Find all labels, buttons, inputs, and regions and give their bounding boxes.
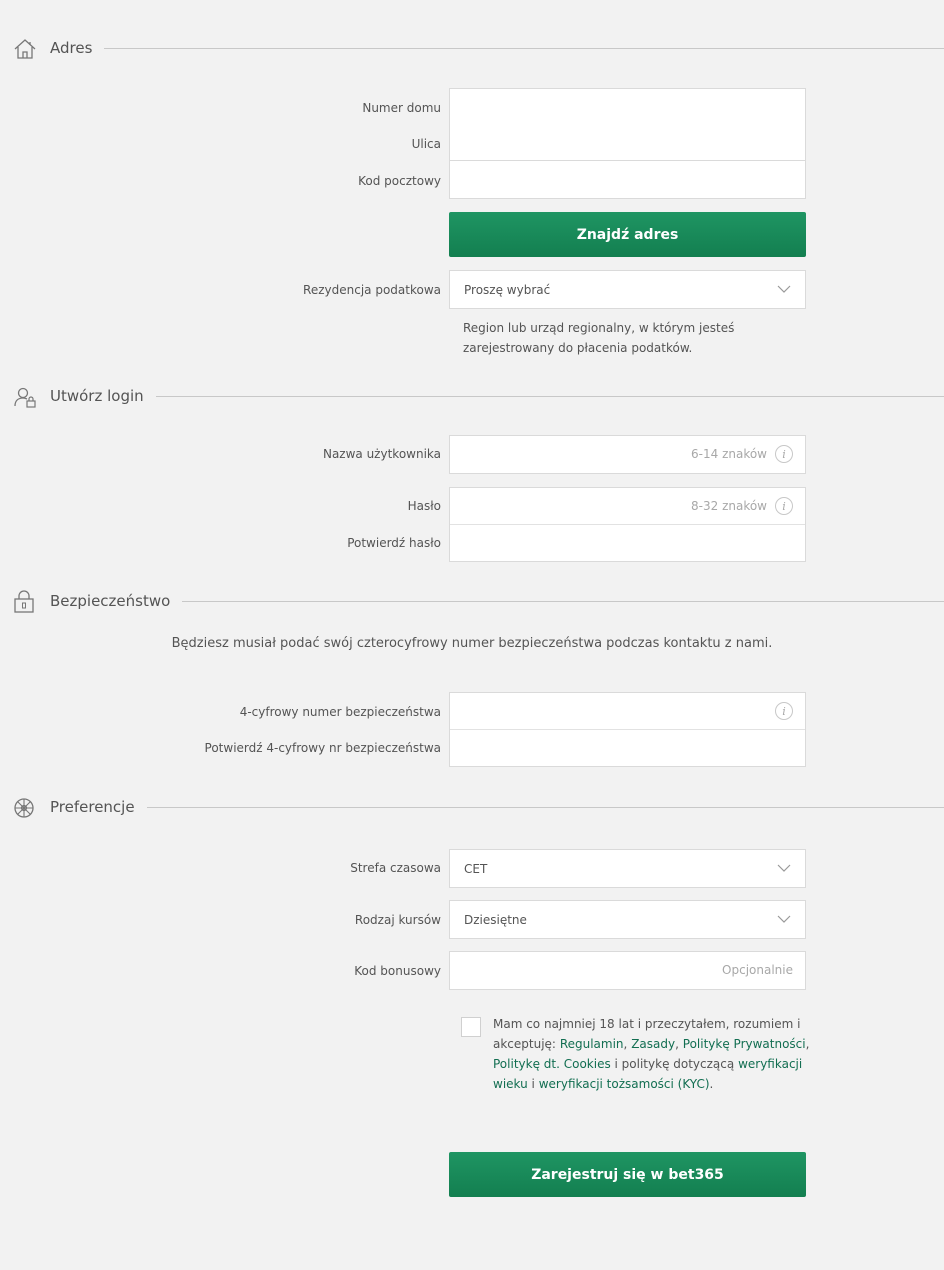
tax-residency-note: Region lub urząd regionalny, w którym jesteś zarejestrowany do płacenia podatków. (463, 321, 735, 355)
password-box (449, 487, 806, 562)
bonus-code-box (449, 951, 806, 990)
tax-residency-value: Proszę wybrać (464, 283, 551, 297)
postcode-box (449, 160, 806, 199)
kyc-link[interactable]: weryfikacji tożsamości (KYC) (538, 1077, 710, 1091)
timezone-value: CET (464, 862, 488, 876)
principles-link[interactable]: Zasady (631, 1037, 676, 1051)
terms-middle: i politykę dotyczącą (614, 1057, 735, 1071)
login-section-header (0, 385, 944, 409)
postcode-input[interactable] (450, 161, 805, 198)
street-label: Ulica (411, 137, 441, 151)
timezone-label: Strefa czasowa (350, 861, 441, 875)
street-input[interactable] (450, 125, 805, 161)
info-icon[interactable]: i (775, 702, 793, 720)
chevron-down-icon (777, 864, 791, 872)
address-section-header (0, 37, 944, 61)
terms-checkbox[interactable] (461, 1017, 481, 1037)
terms-separator: , (675, 1037, 679, 1051)
postcode-label: Kod pocztowy (358, 174, 441, 188)
confirm-pin-label: Potwierdź 4-cyfrowy nr bezpieczeństwa (204, 741, 441, 755)
privacy-policy-link[interactable]: Politykę Prywatności (682, 1037, 806, 1051)
preferences-section-header (0, 796, 944, 820)
section-title: Bezpieczeństwo (50, 592, 182, 610)
section-title: Adres (50, 39, 104, 57)
section-divider (50, 48, 944, 49)
odds-select[interactable] (449, 900, 806, 939)
info-icon[interactable]: i (775, 497, 793, 515)
username-label: Nazwa użytkownika (322, 447, 441, 461)
timezone-select[interactable] (449, 849, 806, 888)
info-icon[interactable]: i (775, 445, 793, 463)
section-divider (50, 396, 944, 397)
pin-input[interactable] (450, 693, 805, 729)
confirm-password-label: Potwierdź hasło (347, 536, 441, 550)
user-lock-icon (12, 385, 38, 409)
bonus-code-label: Kod bonusowy (354, 964, 441, 978)
terms-end: . (709, 1077, 714, 1091)
confirm-password-input[interactable] (450, 525, 805, 561)
section-divider (50, 601, 944, 602)
confirm-pin-input[interactable] (450, 730, 805, 766)
pin-box (449, 692, 806, 767)
section-title: Preferencje (50, 798, 147, 816)
pin-hint (775, 702, 793, 720)
terms-separator: , (623, 1037, 628, 1051)
cookies-policy-link[interactable]: Politykę dt. Cookies (493, 1057, 611, 1071)
username-hint-text: 6-14 znaków (691, 447, 767, 461)
terms-and: i (531, 1077, 535, 1091)
bonus-code-hint: Opcjonalnie (722, 963, 793, 977)
house-street-box (449, 88, 806, 162)
username-box (449, 435, 806, 474)
username-hint (691, 445, 793, 463)
tax-residency-select[interactable] (449, 270, 806, 309)
chevron-down-icon (777, 915, 791, 923)
house-number-label: Numer domu (362, 101, 441, 115)
terms-text (493, 1014, 823, 1094)
password-hint (691, 497, 793, 515)
section-divider (50, 807, 944, 808)
find-address-button[interactable]: Znajdź adres (449, 212, 806, 257)
chevron-down-icon (777, 285, 791, 293)
house-number-input[interactable] (450, 89, 805, 125)
rules-link[interactable]: Regulamin (559, 1037, 624, 1051)
odds-value: Dziesiętne (464, 913, 527, 927)
tax-residency-label: Rezydencja podatkowa (303, 283, 441, 297)
security-description: Będziesz musiał podać swój czterocyfrowy numer bezpieczeństwa podczas kontaktu z nami. (171, 636, 773, 651)
pin-label: 4-cyfrowy numer bezpieczeństwa (239, 705, 441, 719)
terms-prefix: Mam co najmniej 18 lat i przeczytałem, rozumiem i akceptuję: (493, 1017, 801, 1051)
wheel-icon (12, 796, 38, 820)
register-button[interactable]: Zarejestruj się w bet365 (449, 1152, 806, 1197)
padlock-icon (12, 590, 38, 614)
section-title: Utwórz login (50, 387, 156, 405)
password-label: Hasło (407, 499, 441, 513)
house-icon (12, 37, 38, 61)
security-section-header (0, 590, 944, 614)
password-hint-text: 8-32 znaków (691, 499, 767, 513)
terms-separator: , (805, 1037, 810, 1051)
odds-label: Rodzaj kursów (354, 913, 441, 927)
age-verification-link[interactable]: weryfikacji wieku (493, 1057, 803, 1091)
